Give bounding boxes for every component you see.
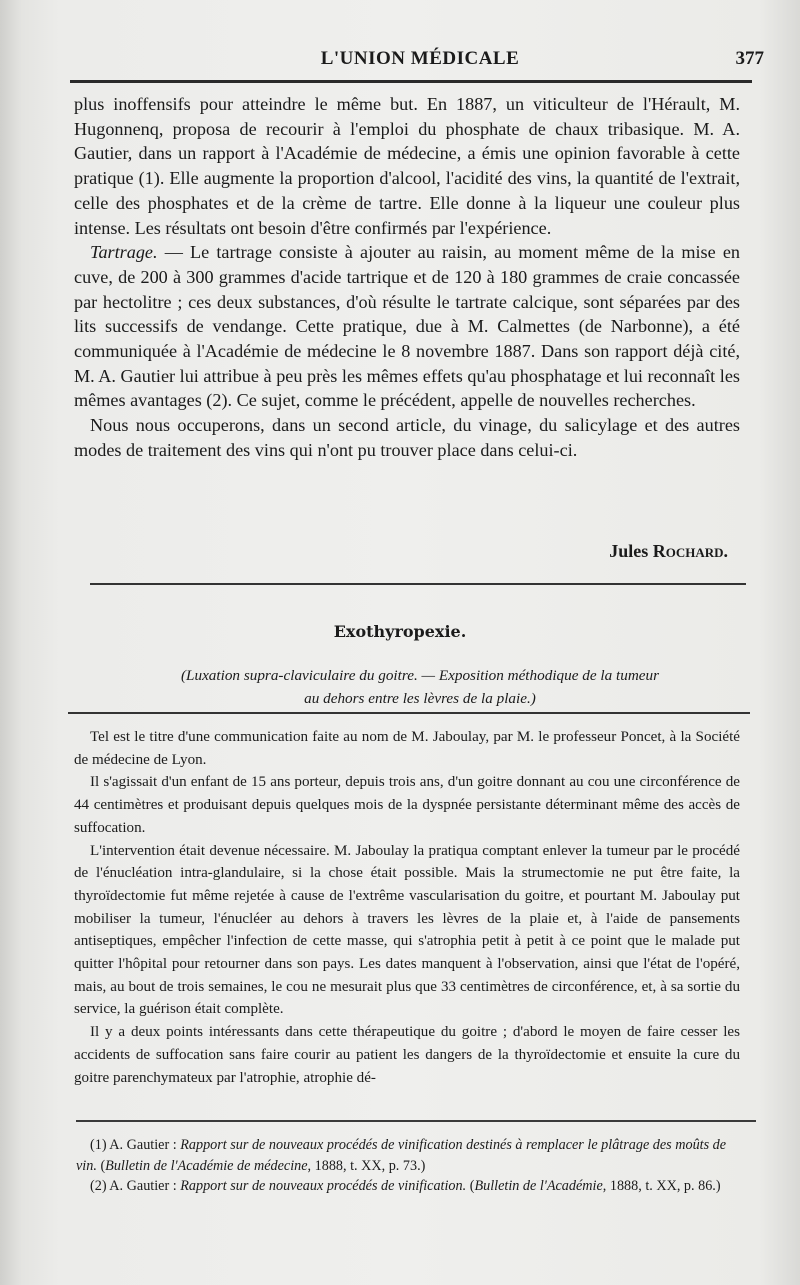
subtitle-rule: [68, 712, 750, 714]
article-body: [74, 726, 740, 1089]
footnote-1-journal: Bulletin de l'Académie de médecine: [105, 1157, 308, 1174]
footnote-rule: [76, 1120, 756, 1122]
article-paragraph: Il y a deux points intéressants dans cette thérapeutique du goitre ; d'abord le moyen de faire cesser les accidents de suffocation sans faire courir au patient les dangers de la thyroïdectomie et ensuite la cure du goitre parenchymateux par l'atrophie, atrophie dé-: [74, 1024, 740, 1086]
footnote-1-author: (1) A. Gautier :: [90, 1137, 181, 1153]
footnotes: [76, 1135, 740, 1197]
previous-article-ending: [74, 92, 740, 463]
article-paragraph: Il s'agissait d'un enfant de 15 ans porteur, depuis trois ans, d'un goitre donnant au cou une circonférence de 44 centimètres et produisant depuis quelques mois de la dyspnée persistante déterminant même des accès de suffocation.: [74, 774, 740, 836]
subtitle-line-2: au dehors entre les lèvres de la plaie.): [304, 690, 536, 707]
footnote-1-open: (: [96, 1157, 106, 1174]
signature-last-name: Rochard.: [652, 541, 728, 561]
author-signature: [609, 541, 728, 562]
footnote-1-ref: , 1888, t. XX, p. 73.): [307, 1157, 426, 1174]
paragraph-next-article: Nous nous occuperons, dans un second article, du vinage, du salicylage et des autres modes de traitement des vins qui n'ont pu trouver place dans celui-ci.: [74, 415, 740, 460]
article-paragraph: Tel est le titre d'une communication faite au nom de M. Jaboulay, par M. le professeur Poncet, à la Société de médecine de Lyon.: [74, 729, 740, 768]
running-title: L'UNION MÉDICALE: [320, 48, 520, 69]
header-rule: [70, 80, 752, 83]
footnote-2-author: (2) A. Gautier :: [90, 1178, 181, 1194]
article-title: Exothyropexie.: [333, 622, 467, 641]
article-subtitle: [100, 664, 740, 710]
tartrage-label: Tartrage.: [90, 242, 158, 263]
signature-first-name: Jules: [609, 541, 653, 561]
section-separator: [90, 583, 746, 585]
tartrage-text: — Le tartrage consiste à ajouter au raisin, au moment même de la mise en cuve, de 200 à 300 grammes d'acide tartrique et de 120 à 180 grammes de craie concassée par hectolitre ; ces deux substances, d'où résulte le tartrate calcique, sont séparées par des lits successifs de vendange. Cette pratique, due à M. Calmettes (de Narbonne), a été communiquée à l'Académie de médecine le 8 novembre 1887. Dans son rapport déjà cité, M. A. Gautier lui attribue à peu près les mêmes effets qu'au phosphatage et lui reconnaît les mêmes avantages (2). Ce sujet, comme le précédent, appelle de nouvelles recherches.: [74, 242, 740, 411]
subtitle-line-1: (Luxation supra-claviculaire du goitre. — Exposition méthodique de la tumeur: [180, 667, 660, 684]
paragraph-tartrage: [74, 240, 740, 413]
footnote-1: [76, 1135, 740, 1176]
footnote-2: [76, 1176, 740, 1197]
footnote-2-title: Rapport sur de nouveaux procédés de vinification.: [180, 1178, 467, 1194]
footnote-1-title: Rapport sur de nouveaux procédés de vinification destinés à remplacer le plâtrage des moûts de vin.: [76, 1137, 727, 1174]
footnote-2-ref: , 1888, t. XX, p. 86.): [602, 1178, 721, 1194]
article-paragraph: L'intervention était devenue nécessaire. M. Jaboulay la pratiqua comptant enlever la tumeur par le procédé de l'énucléation intra-glandulaire, si la chose était possible. Mais la strumectomie ne put être faite, la thyroïdectomie fut même rejetée à cause de l'extrême vascularisation du goitre, et pourtant M. Jaboulay put mobiliser la tumeur, l'énucléer au dehors à travers les lèvres de la plaie et, à l'aide de pansements antiseptiques, empêcher l'infection de cette masse, qui s'atrophia petit à petit à ce point que le malade put quitter l'hôpital pour retourner dans son pays. Les dates manquent à l'observation, ainsi que l'état de l'opéré, mais, au bout de trois semaines, le cou ne mesurait plus que 33 centimètres de circonférence, et, à sa sortie du service, la guérison était complète.: [74, 842, 740, 1018]
footnote-2-open: (: [466, 1178, 475, 1194]
page-header: [70, 46, 770, 72]
footnote-2-journal: Bulletin de l'Académie: [474, 1178, 603, 1194]
page-number: 377: [735, 48, 764, 69]
paragraph-phosphatage: plus inoffensifs pour atteindre le même but. En 1887, un viticulteur de l'Hérault, M. Hugonnenq, proposa de recourir à l'emploi du phosphate de chaux tribasique. M. A. Gautier, dans un rapport à l'Académie de médecine, a émis une opinion favorable à cette pratique (1). Elle augmente la proportion d'alcool, l'acidité des vins, la quantité de l'extrait, celle des phosphates et de la crème de tartre. Elle donne à la liqueur une couleur plus intense. Les résultats ont besoin d'être confirmés par l'expérience.: [74, 94, 740, 238]
